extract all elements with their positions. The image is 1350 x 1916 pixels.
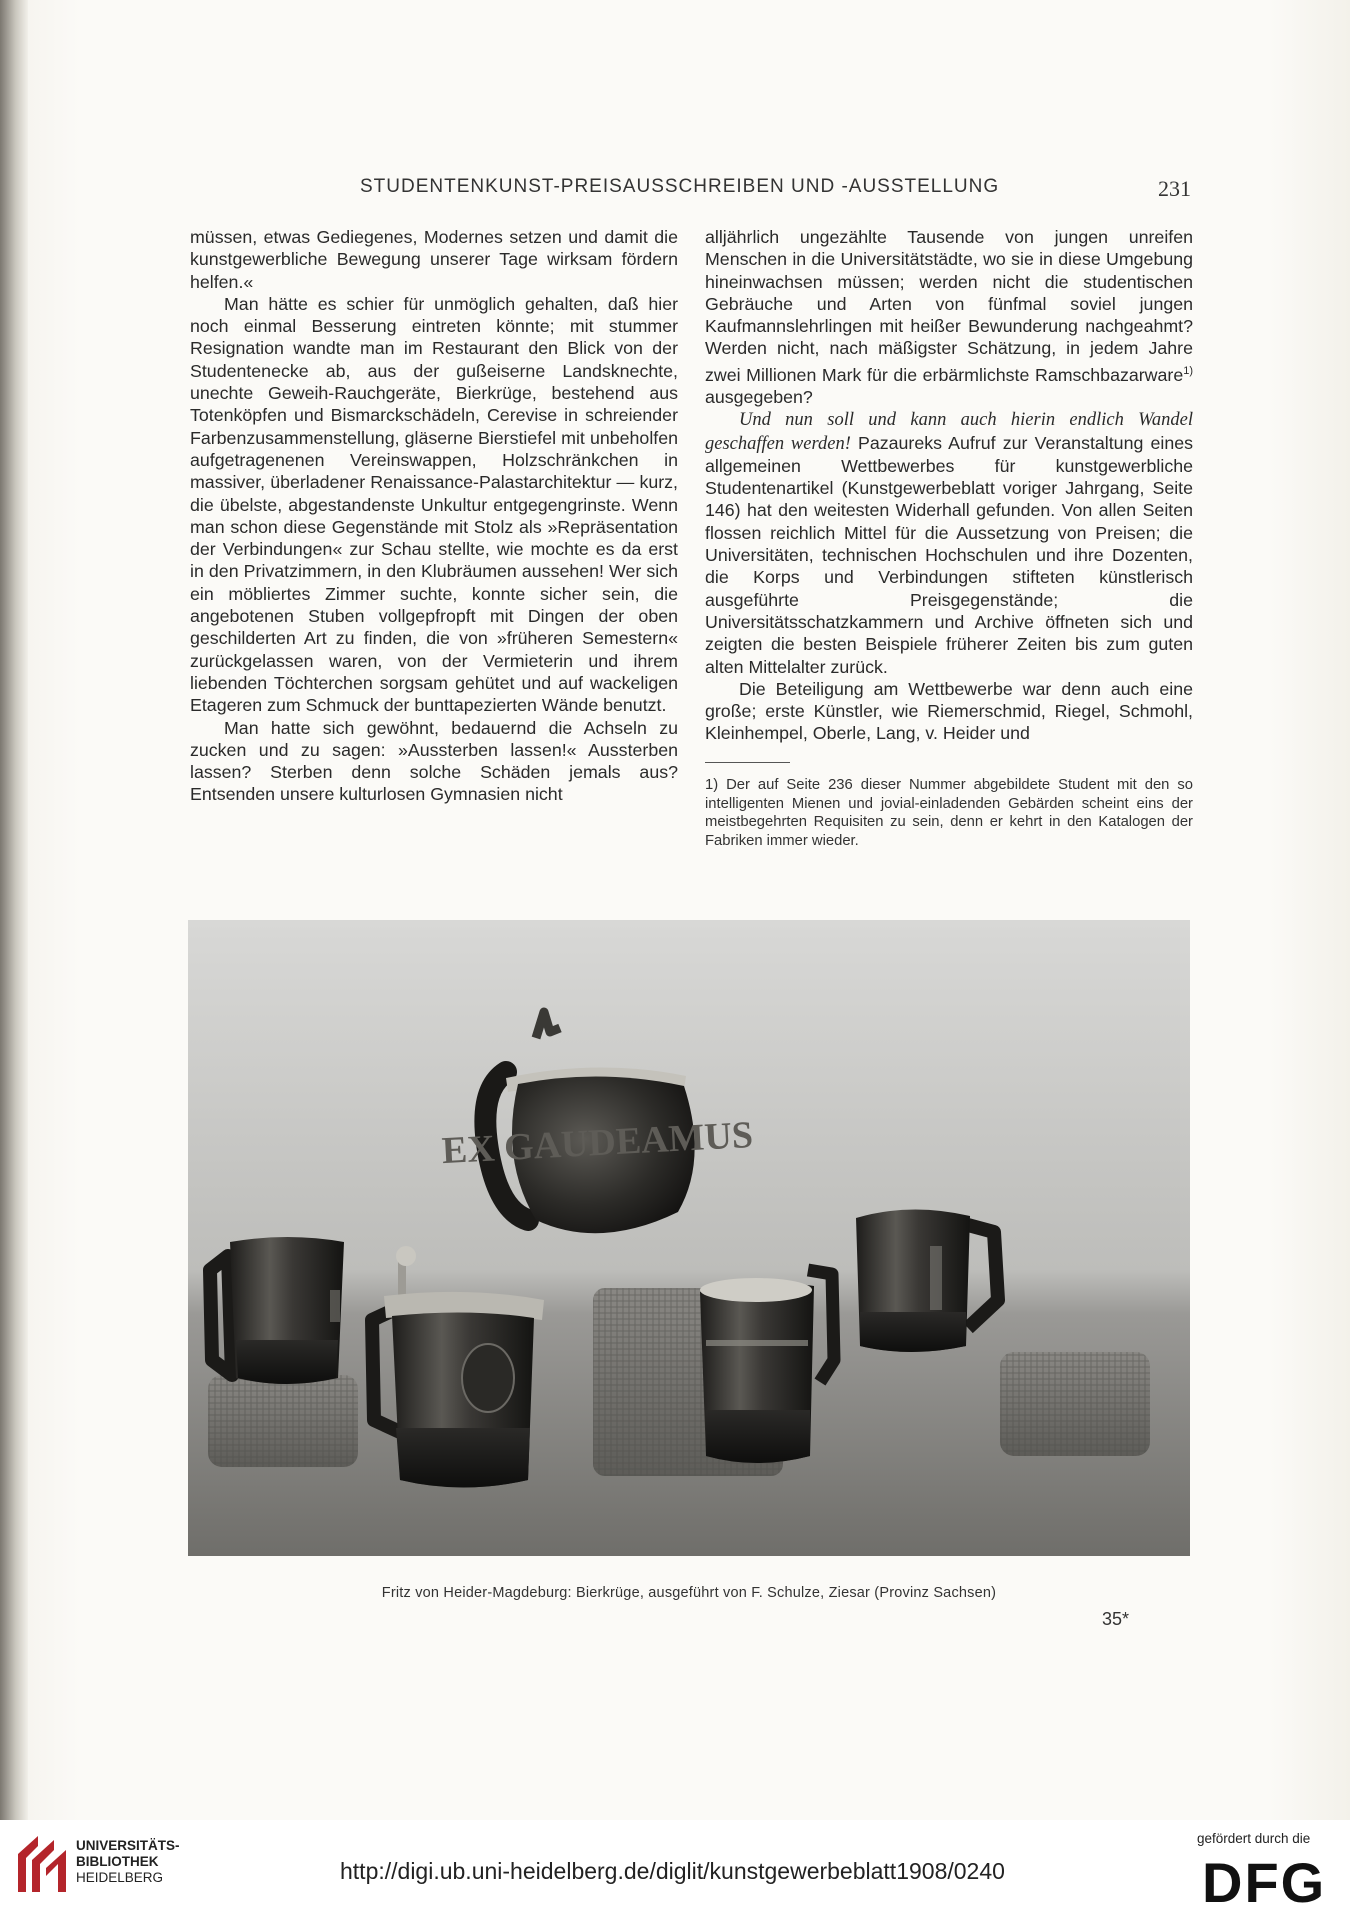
library-line-3: HEIDELBERG — [76, 1870, 164, 1885]
emphasis-phrase: Und nun soll und kann auch hierin endlich Wandel geschaffen werden! — [705, 410, 1193, 454]
funded-by-label: gefördert durch die — [1197, 1831, 1311, 1846]
left-paragraph-1: müssen, etwas Gediegenes, Modernes setzen und damit die kunstgewerbliche Bewegung unserer Tage wirksam fördern helfen.« — [190, 227, 678, 292]
right-paragraph-3: Die Beteiligung am Wettbewerbe war denn auch eine große; erste Künstler, wie Riemerschmid, Riegel, Schmohl, Kleinhempel, Oberle, Lang, v. Heider und — [705, 678, 1193, 744]
left-paragraph-2: Man hätte es schier für unmöglich gehalten, daß hier noch einmal Besserung eintreten könnte; mit stummer Resignation wandte man im Restaurant den Blick von der Studentenecke ab, aus der gußeiserne Landsknechte, unechte Geweih-Rauchgeräte, Bierkrüge, bestehend aus Totenköpfen und Bismarckschädeln, Cerevise in schreiender Farbenzusammenstellung, gläserne Bierstiefel mit unbeholfen aufgetragenenen Vereinswappen, Holzschränkchen in massiver, überladener Renaissance-Palastarchitektur — kurz, die übelste, abgestandenste Unkultur entgegengrinste. Wenn man schon diese Gegenstände mit Stolz als »Repräsentation der Verbindungen« zur Schau stellte, wie mochte es da erst in den Privatzimmern, in den Klubräumen aussehen! Wer sich ein möbliertes Zimmer suchte, konnte sicher sein, die angebotenen Stuben vollgepfropft mit Dingen der oben geschilderten Art zu finden, die von »früheren Semestern« zurückgelassen waren, von der Vermieterin und ihrem liebenden Töchterchen sorgsam gehütet und auf wackeligen Etageren zum Schmuck der bunttapezierten Wände benutzt. — [190, 293, 678, 716]
right-column — [705, 226, 1193, 745]
signature-mark: 35* — [1102, 1609, 1130, 1629]
page-number: 231 — [1158, 176, 1191, 201]
right-paragraph-1-text: alljährlich ungezählte Tausende von jungen unreifen Menschen in die Universitätstädte, wo sie in diese Umgebung hineinwachsen müssen; werden nicht die studentischen Gebräuche und Arten von fünfmal soviel jungen Kaufmannslehrlingen mit heißer Bewunderung nachgeahmt? Werden nicht, nach mäßigster Schätzung, in jedem Jahre zwei Millionen Mark für die erbärmlichste Ramschbazarware — [705, 227, 1193, 385]
mug-inscription: EX GAUDEAMUS — [440, 1113, 754, 1173]
right-paragraph-1 — [705, 226, 1193, 408]
right-paragraph-1-end: ausgegeben? — [705, 387, 813, 407]
book-spine-shadow — [0, 0, 28, 1820]
mug-left — [210, 1237, 344, 1384]
footnote: 1) Der auf Seite 236 dieser Nummer abgebildete Student mit den so intelligenten Mienen und jovial-einladenden Gebärden scheint eins der meistbegehrten Requisiten zu sein, denn er kehrt in den Katalogen der Fabriken immer wieder. — [705, 777, 1193, 849]
running-title: STUDENTENKUNST-PREISAUSSCHREIBEN UND -AUSSTELLUNG — [360, 176, 1000, 197]
figure-caption: Fritz von Heider-Magdeburg: Bierkrüge, ausgeführt von F. Schulze, Ziesar (Provinz Sachsen) — [381, 1585, 997, 1601]
burlap-pedestal-left — [208, 1375, 358, 1467]
left-paragraph-3: Man hatte sich gewöhnt, bedauernd die Achseln zu zucken und zu sagen: »Aussterben lassen!« Aussterben lassen? Sterben denn solche Schäden jemals aus? Entsenden unsere kulturlosen Gymnasien nicht — [190, 717, 678, 805]
dfg-logo[interactable] — [1200, 1852, 1330, 1912]
library-name — [76, 1838, 180, 1886]
footnote-reference[interactable]: 1) — [1183, 364, 1193, 377]
dfg-logo-text: DFG — [1202, 1852, 1327, 1908]
library-line-1: UNIVERSITÄTS- — [76, 1838, 180, 1853]
right-paragraph-2-text: Pazaureks Aufruf zur Veranstaltung eines allgemeinen Wettbewerbes für kunstgewerbliche Studentenartikel (Kunstgewerbeblatt voriger Jahrgang, Seite 146) hat den weitesten Widerhall gefunden. Von allen Seiten flossen reichlich Mittel für die Aussetzung von Preisen; die Universitäten, technischen Hochschulen und ihre Dozenten, die Korps und Verbindungen stifteten künstlerisch ausgeführte Preisgegenstände; die Universitätsschatzkammern und Archive öffneten sich und zeigten die besten Beispiele früherer Zeiten bis zum guten alten Mittelalter zurück. — [705, 432, 1193, 677]
library-line-2: BIBLIOTHEK — [76, 1854, 159, 1869]
left-column — [190, 226, 678, 806]
library-logo-icon[interactable] — [14, 1832, 70, 1900]
beer-mugs-photograph — [188, 920, 1190, 1556]
footnote-divider — [705, 762, 790, 763]
source-url-link[interactable]: http://digi.ub.uni-heidelberg.de/diglit/kunstgewerbeblatt1908/0240 — [340, 1858, 1005, 1884]
right-paragraph-2 — [705, 408, 1193, 678]
burlap-pedestal-right — [1000, 1352, 1150, 1456]
